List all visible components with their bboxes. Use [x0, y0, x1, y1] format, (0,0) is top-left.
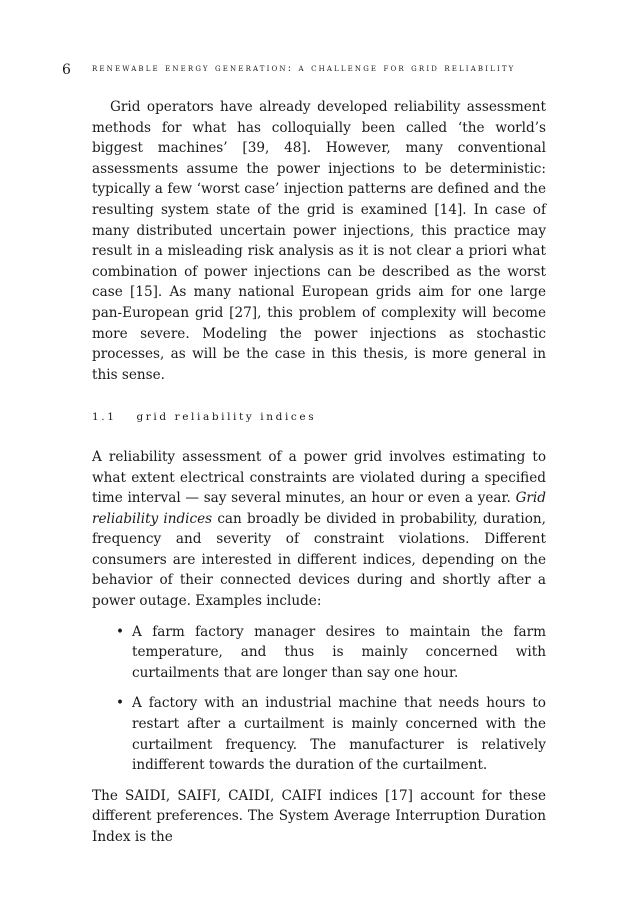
- main-text: [92, 97, 546, 848]
- emphasized-term: Grid reliability indices: [92, 490, 546, 527]
- intro-paragraph: Grid operators have already developed reliability assessment methods for what has colloquially been called ‘the world’s biggest machines’ [39, 48]. However, many conventional assessments assume the power injections to be deterministic: typically a few ‘worst case’ injection patterns are defined and the resulting system state of the grid is examined [14]. In case of many distributed uncertain power injections, this practice may result in a misleading risk analysis as it is not clear a priori what combination of power injections can be described as the worst case [15]. As many national European grids aim for one large pan-European grid [27], this problem of complexity will become more severe. Modeling the power injections as stochastic processes, as will be the case in this thesis, is more general in this sense.: [92, 99, 546, 383]
- list-item-text: A factory with an industrial machine that needs hours to restart after a curtailment is mainly concerned with the curtailment frequency. The manufacturer is relatively indifferent towards the duration of the curtailment.: [132, 695, 546, 774]
- section-paragraph-part1: A reliability assessment of a power grid involves estimating to what extent electrical constraints are violated during a specified time interval — say several minutes, an hour or even a year.: [92, 448, 546, 507]
- section-number: 1.1: [92, 411, 117, 424]
- section-paragraph: [92, 447, 546, 612]
- list-item: [92, 622, 546, 684]
- list-item: [92, 693, 546, 775]
- running-header: [62, 62, 562, 82]
- section-title: grid reliability indices: [136, 411, 317, 424]
- bullet-mark: •: [116, 695, 125, 712]
- bullet-mark: •: [116, 623, 125, 640]
- section-heading: [92, 407, 546, 428]
- list-item-text: A farm factory manager desires to maintain the farm temperature, and thus is mainly concerned with curtailments that are longer than say one hour.: [132, 623, 546, 681]
- section-paragraph-part2: can broadly be divided in probability, duration, frequency and severity of constraint violations. Different consumers are interested in different indices, depending on the behavior of their connected devices during and shortly after a power outage. Examples include:: [92, 510, 546, 610]
- examples-list: [92, 622, 546, 776]
- page-number: 6: [62, 62, 72, 78]
- running-title: renewable energy generation: a challenge for grid reliability: [92, 63, 516, 74]
- closing-paragraph: The SAIDI, SAIFI, CAIDI, CAIFI indices [17] account for these different preferences. The System Average Interruption Duration Index is the: [92, 787, 546, 845]
